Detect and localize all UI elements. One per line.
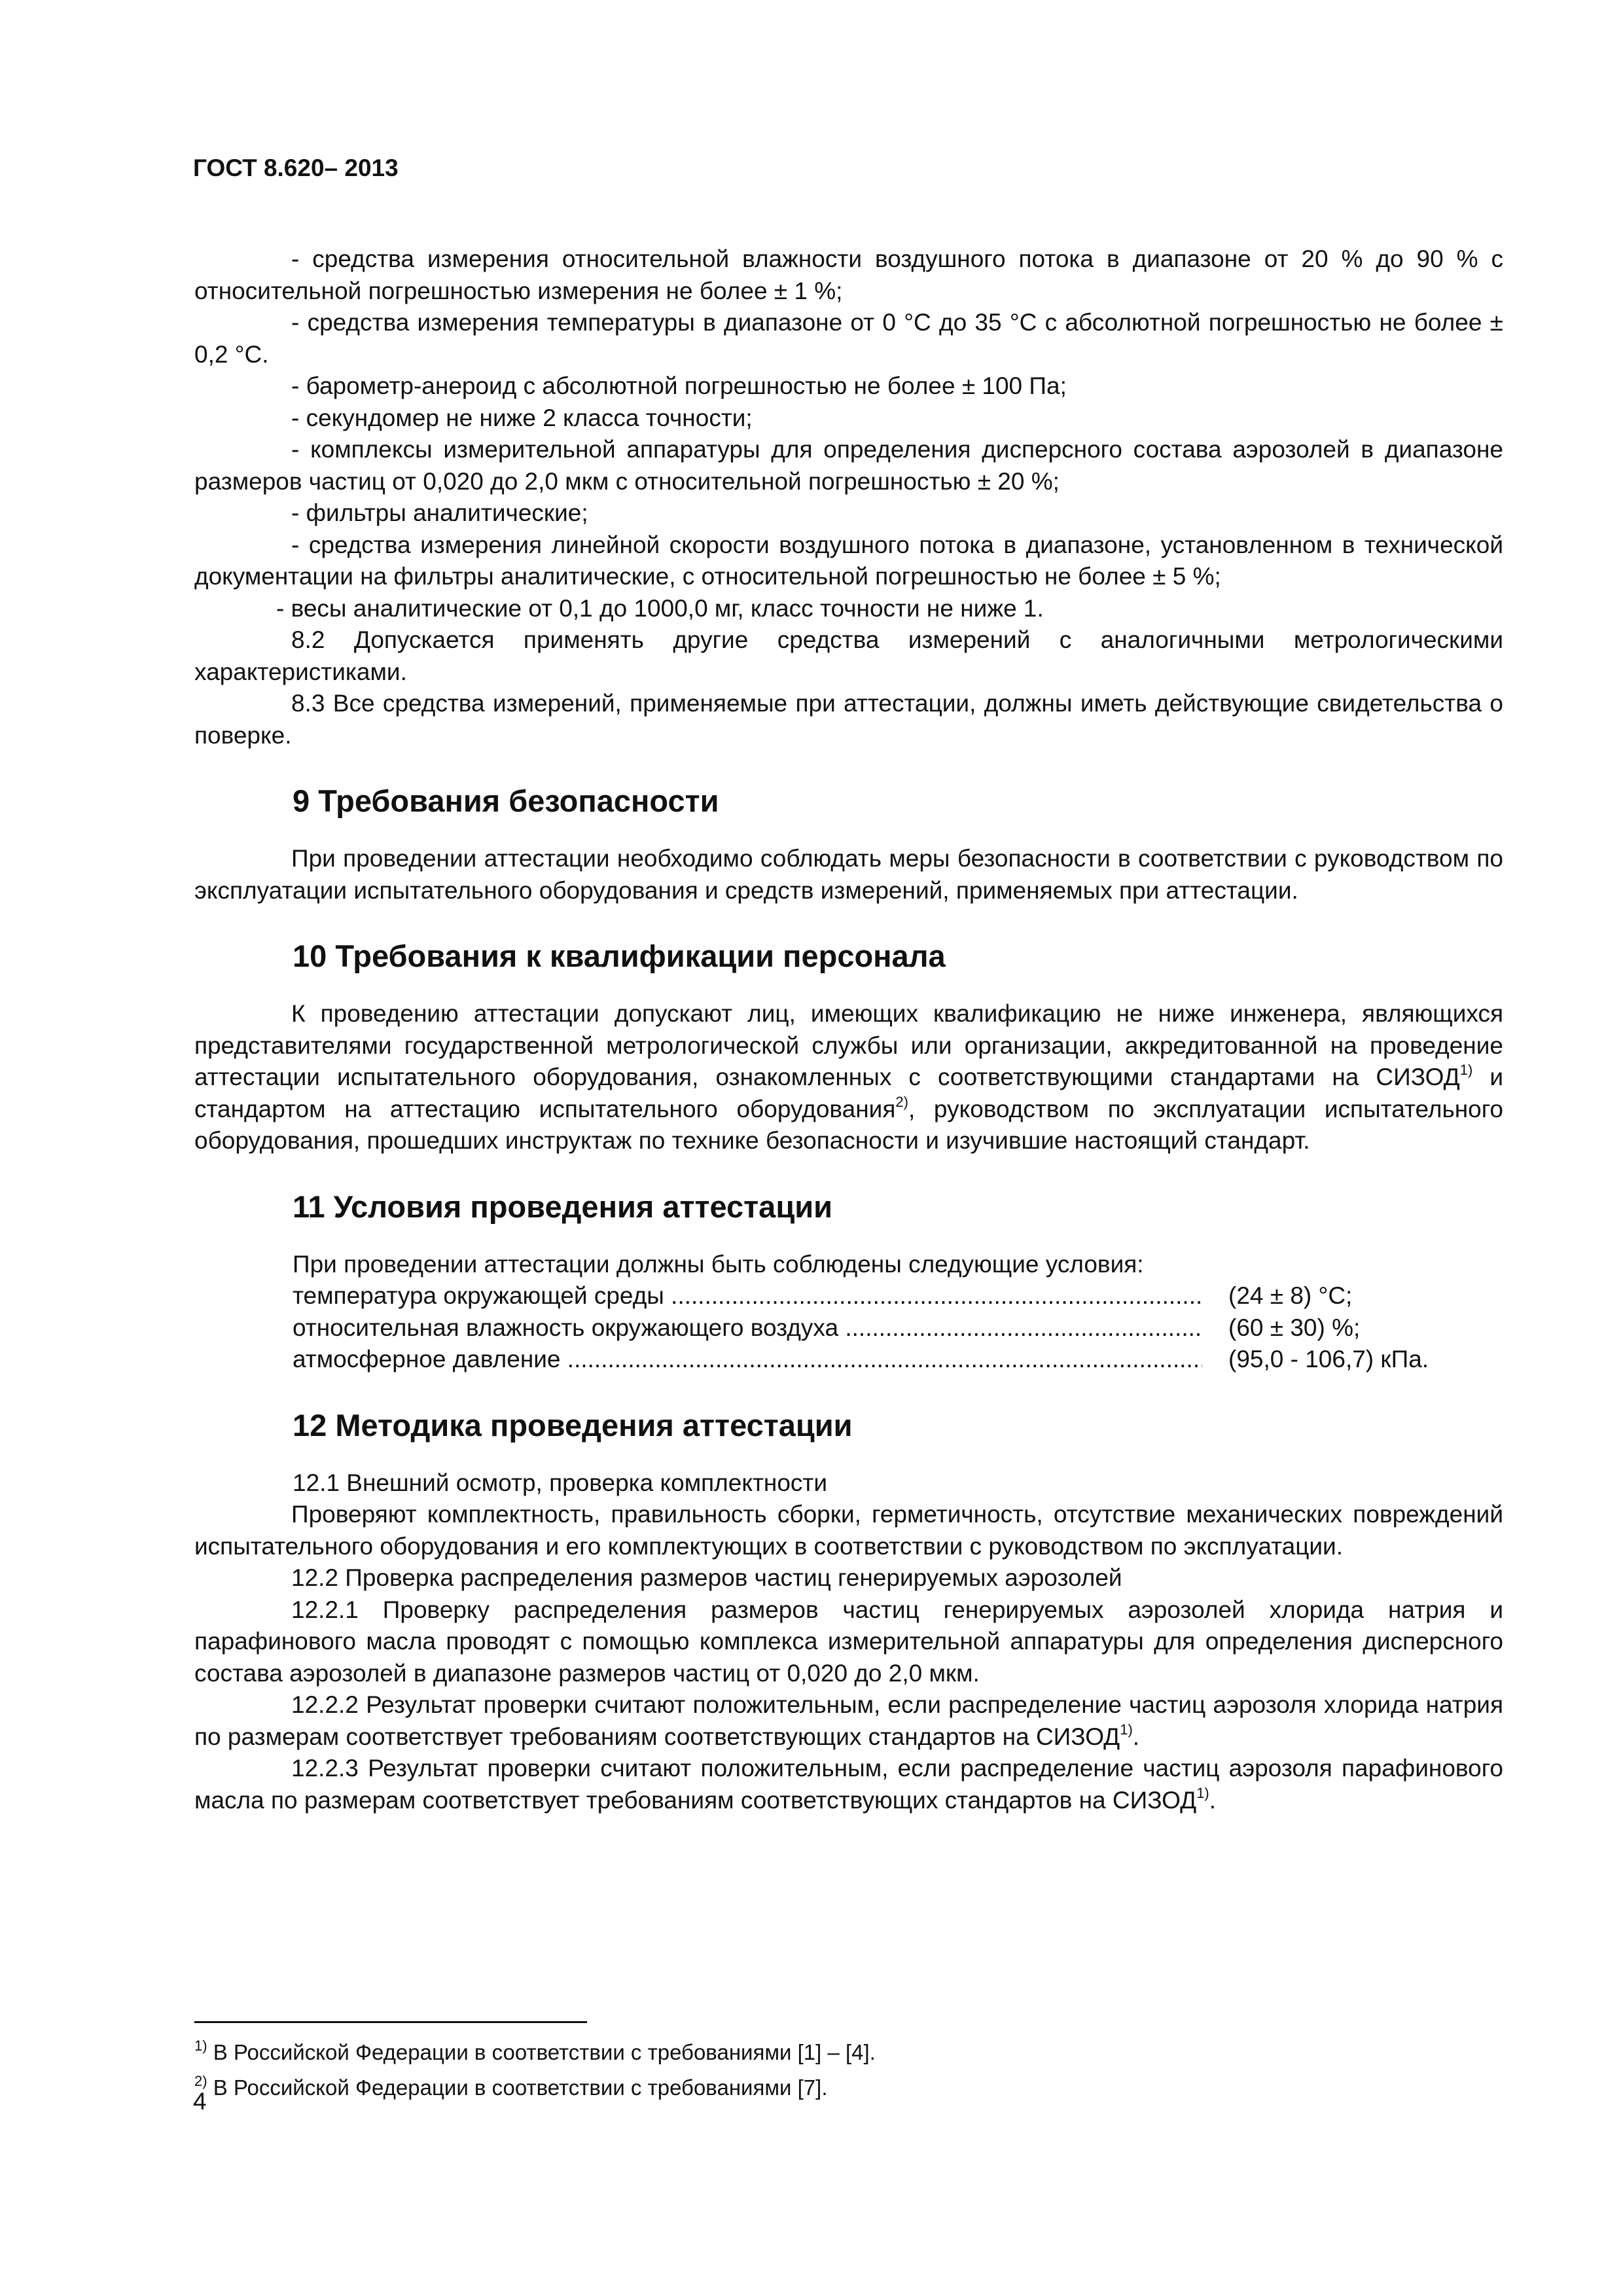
conditions-list — [194, 1280, 1503, 1376]
section-10-text: К проведению аттестации допускают лиц, имеющих квалификацию не ниже инженера, являющихся представителями государственной метрологической службы или организации, аккредитованной на проведение аттестации испытательного оборудования, ознакомленных с соответствующими стандартами на СИЗОД$^{1)}$ и стандартом на аттестацию испытательного оборудования$^{2)}$, руководством по эксплуатации испытательного оборудования, прошедших инструктаж по технике безопасности и изучившие настоящий стандарт. — [194, 1000, 1503, 1154]
page-number: 4 — [193, 2088, 207, 2115]
condition-row — [194, 1312, 1503, 1344]
condition-value: (60 ± 30) %; — [1228, 1314, 1361, 1341]
condition-row — [194, 1344, 1503, 1376]
section-9-text: При проведении аттестации необходимо соблюдать меры безопасности в соответствии с руководством по эксплуатации испытательного оборудования и средств измерений, применяемых при аттестации. — [194, 845, 1503, 904]
paragraph-8-2: 8.2 Допускается применять другие средства измерений с аналогичными метрологическими характеристиками. — [194, 626, 1503, 685]
condition-label: атмосферное давление ..... — [293, 1344, 1202, 1376]
footnotes — [194, 2032, 876, 2102]
list-item: - барометр-анероид с абсолютной погрешностью не более ± 100 Па; — [291, 372, 1067, 399]
condition-value: (95,0 - 106,7) кПа. — [1228, 1346, 1429, 1372]
equipment-list — [194, 243, 1503, 624]
footnote-ref: 2) — [895, 1093, 908, 1110]
condition-row — [194, 1280, 1503, 1312]
paragraph-12-2: 12.2 Проверка распределения размеров частиц генерируемых аэрозолей — [291, 1564, 1122, 1591]
list-item: - средства измерения относительной влажности воздушного потока в диапазоне от 20 % до 90 % с относительной погрешностью измерения не более ± 1 %; — [194, 245, 1503, 304]
section-11-title: 11 Условия проведения аттестации — [293, 1189, 833, 1224]
section-12-title: 12 Методика проведения аттестации — [293, 1407, 853, 1443]
paragraph-12-2-2: 12.2.2 Результат проверки считают положительным, если распределение частиц аэрозоля хлорида натрия по размерам соответствует требованиям соответствующих стандартов на СИЗОД$^{1)}$. — [194, 1691, 1503, 1750]
paragraph-12-1-text: Проверяют комплектность, правильность сборки, герметичность, отсутствие механических повреждений испытательного оборудования и его комплектующих в соответствии с руководством по эксплуатации. — [194, 1501, 1503, 1560]
footnote-ref: 1) — [1120, 1721, 1133, 1738]
condition-label: температура окружающей среды ..... — [293, 1280, 1202, 1312]
list-item: - средства измерения температуры в диапазоне от 0 °С до 35 °С с абсолютной погрешностью не более ± 0,2 °С. — [194, 309, 1503, 368]
footnote: $^{1)}$ В Российской Федерации в соответствии с требованиями [1] – [4]. — [194, 2037, 876, 2064]
footnote-ref: 1) — [1459, 1062, 1473, 1078]
list-item: - секундомер не ниже 2 класса точности; — [291, 404, 753, 431]
footnote: $^{2)}$ В Российской Федерации в соответствии с требованиями [7]. — [194, 2073, 828, 2100]
page-content — [194, 243, 1503, 1816]
list-item: - комплексы измерительной аппаратуры для определения дисперсного состава аэрозолей в диапазоне размеров частиц от 0,020 до 2,0 мкм с относительной погрешностью ± 20 %; — [194, 436, 1503, 495]
paragraph-12-1: 12.1 Внешний осмотр, проверка комплектности — [293, 1469, 828, 1496]
footnote-divider — [194, 2021, 587, 2023]
list-item: - фильтры аналитические; — [291, 499, 588, 526]
section-11-intro: При проведении аттестации должны быть соблюдены следующие условия: — [293, 1250, 1144, 1278]
paragraph-12-2-3: 12.2.3 Результат проверки считают положительным, если распределение частиц аэрозоля парафинового масла по размерам соответствует требованиям соответствующих стандартов на СИЗОД$^{1)}$. — [194, 1755, 1503, 1814]
paragraph-12-2-1: 12.2.1 Проверку распределения размеров частиц генерируемых аэрозолей хлорида натрия и парафинового масла проводят с помощью комплекса измерительной аппаратуры для определения дисперсного состава аэрозолей в диапазоне размеров частиц от 0,020 до 2,0 мкм. — [194, 1596, 1503, 1687]
condition-value: (24 ± 8) °С; — [1228, 1282, 1353, 1309]
document-header: ГОСТ 8.620– 2013 — [193, 154, 399, 181]
paragraph-8-3: 8.3 Все средства измерений, применяемые при аттестации, должны иметь действующие свидетельства о поверке. — [194, 690, 1503, 749]
section-10-title: 10 Требования к квалификации персонала — [293, 939, 946, 973]
section-9-title: 9 Требования безопасности — [293, 783, 719, 818]
list-item: - средства измерения линейной скорости воздушного потока в диапазоне, установленном в технической документации на фильтры аналитические, с относительной погрешностью не более ± 5 %; — [194, 531, 1503, 590]
footnote-ref: 1) — [1196, 1784, 1209, 1801]
list-item: - весы аналитические от 0,1 до 1000,0 мг, класс точности не ниже 1. — [276, 594, 1044, 622]
condition-label: относительная влажность окружающего воздуха ..... — [293, 1312, 1202, 1344]
